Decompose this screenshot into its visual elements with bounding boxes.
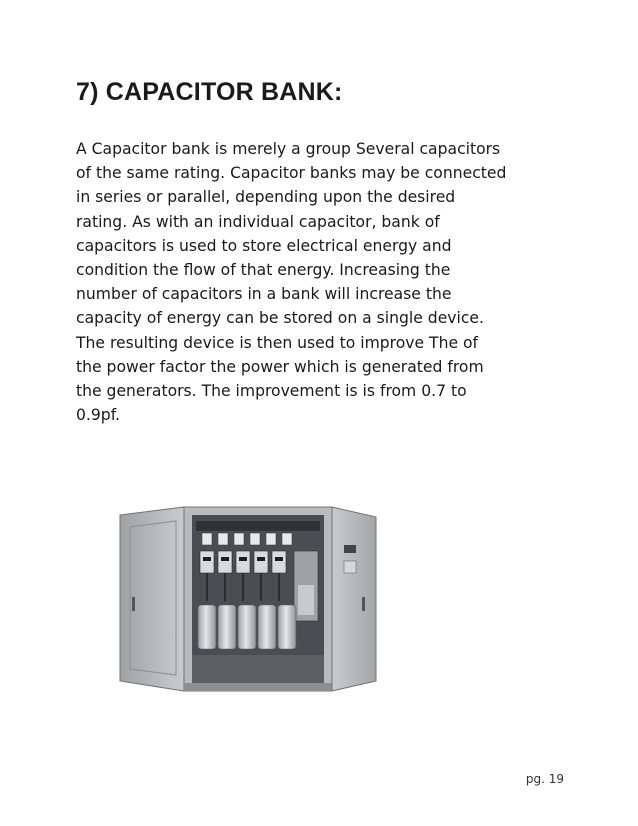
capacitor-can	[238, 605, 256, 649]
paragraph-line: condition the flow of that energy. Increasing the	[76, 261, 451, 280]
paragraph-line: 0.9pf.	[76, 406, 121, 425]
body-paragraph	[76, 137, 576, 427]
paragraph-line: rating. As with an individual capacitor, bank of	[76, 212, 440, 231]
paragraph-line: The resulting device is then used to improve The of	[76, 333, 479, 352]
paragraph-line: capacitors is used to store electrical energy and	[76, 236, 452, 255]
paragraph-line: the generators. The improvement is is from 0.7 to	[76, 382, 467, 401]
capacitor-can	[218, 605, 236, 649]
paragraph-line: of the same rating. Capacitor banks may be connected	[76, 164, 507, 183]
capacitor-bank-photo	[118, 505, 380, 693]
paragraph-line: capacity of energy can be stored on a single device.	[76, 309, 484, 328]
paragraph-line: in series or parallel, depending upon the desired	[76, 188, 456, 207]
page-number: pg. 19	[525, 772, 564, 786]
section-heading: 7) CAPACITOR BANK:	[76, 78, 343, 106]
paragraph-line: A Capacitor bank is merely a group Several capacitors	[76, 140, 501, 158]
right-cabinet-door	[332, 507, 376, 691]
paragraph-line: number of capacitors in a bank will increase the	[76, 285, 452, 304]
capacitor-can	[258, 605, 276, 649]
capacitor-can	[278, 605, 296, 649]
paragraph-line: the power factor the power which is generated from	[76, 357, 484, 376]
capacitor-can	[198, 605, 216, 649]
